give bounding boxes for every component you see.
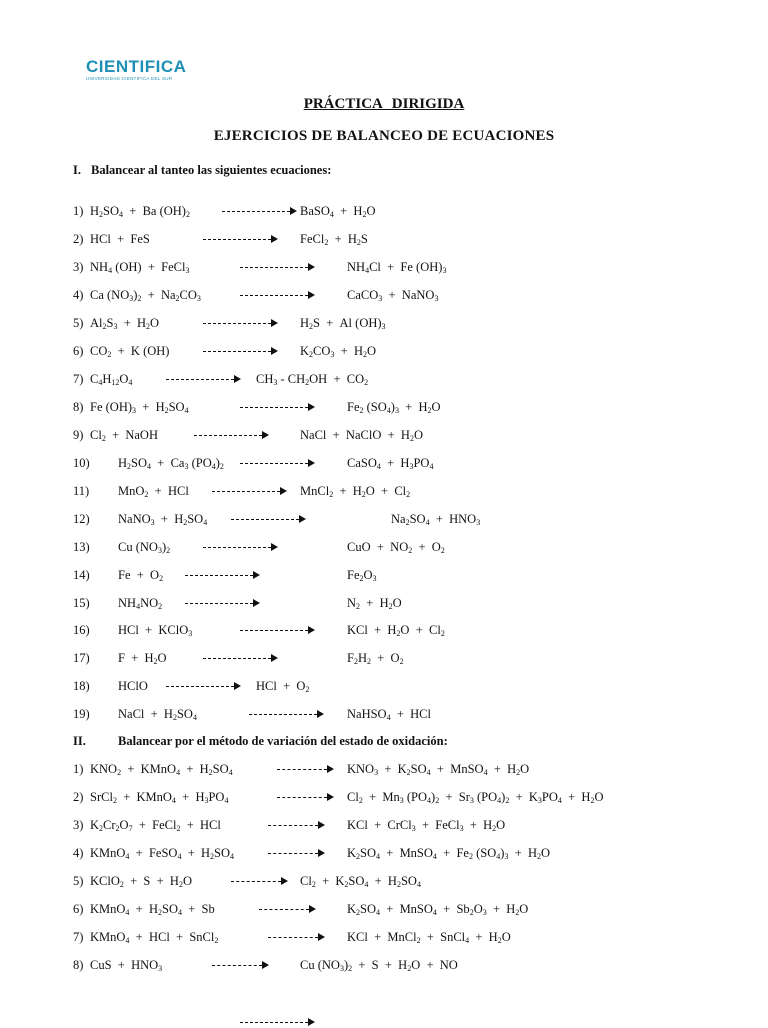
equation-reactants: HCl + FeS (90, 232, 150, 246)
equation-number: 10) (73, 456, 90, 470)
redox-equation-reactants: KMnO$_4$ + $H_2SO_4 + Sb$ (90, 902, 215, 917)
equation-products: $F_2H_2 + O_2$ (347, 651, 404, 666)
equation-number: 15) (73, 596, 90, 610)
equation-products: HCl + $O_2$ (256, 679, 310, 694)
equation-reactants: Ca $(NO_3)_2 + Na_2CO_3$ (90, 288, 201, 303)
equation-reactants: $C_4H_{12}O_4$ (90, 372, 133, 387)
equation-reactants: $F + H_2O$ (118, 651, 167, 666)
redox-equation-number: 8) (73, 958, 84, 972)
equation-products: CaCO$_3$ + NaNO$_3$ (347, 288, 439, 303)
equation-number: 1) (73, 204, 84, 218)
redox-equation-reactants: KMnO$_4$ + HCl + SnCl$_2$ (90, 930, 219, 945)
reaction-arrow (194, 431, 269, 441)
reaction-arrow (277, 765, 334, 775)
equation-number: 14) (73, 568, 90, 582)
reaction-arrow (203, 654, 278, 664)
equation-products: CaSO$_4$ + $H_3PO_4$ (347, 456, 434, 471)
reaction-arrow (249, 710, 324, 720)
page-subtitle: EJERCICIOS DE BALANCEO DE ECUACIONES (213, 128, 555, 144)
equation-number: 12) (73, 512, 90, 526)
redox-equation-number: 6) (73, 902, 84, 916)
page-title: PRÁCTICA DIRIGIDA (303, 96, 465, 112)
reaction-arrow (166, 682, 241, 692)
redox-equation-products: KCl + MnCl$_2$ + SnCl$_4$ + $H_2O$ (347, 930, 511, 945)
equation-number: 3) (73, 260, 84, 274)
equation-reactants: NaNO$_3$ + $H_2SO_4$ (118, 512, 208, 527)
equation-number: 8) (73, 400, 84, 414)
reaction-arrow (240, 403, 315, 413)
equation-number: 13) (73, 540, 90, 554)
section-2-heading (73, 734, 448, 749)
equation-number: 5) (73, 316, 84, 330)
reaction-arrow (268, 933, 325, 943)
logo-tagline: UNIVERSIDAD CIENTÍFICA DEL SUR (86, 76, 173, 81)
redox-equation-products: $KNO_3 + K_2SO_4$ + MnSO$_4$ + $H_2O$ (347, 762, 530, 777)
redox-equation-products: $Cl_2 + Mn_3$ $(PO_4)_2 + Sr_3$ $(PO_4)_2 + K_3PO_4 + H_2O$ (347, 790, 604, 805)
reaction-arrow (203, 347, 278, 357)
redox-equation-reactants: CuS + $HNO_3$ (90, 958, 163, 973)
reaction-arrow (231, 515, 306, 525)
equation-number: 17) (73, 651, 90, 665)
equation-products: $NH_4Cl + Fe$ $(OH)_3$ (347, 260, 447, 275)
equation-reactants: $H_2SO_4 + Ca_3$ $(PO_4)_2$ (118, 456, 224, 471)
reaction-arrow (268, 849, 325, 859)
redox-equation-products: $K_2SO_4$ + MnSO$_4$ + $Fe_2$ $(SO_4)_3 + H_2O$ (347, 846, 551, 861)
section-1-text: Balancear al tanteo las siguientes ecuaciones: (91, 163, 332, 177)
redox-equation-number: 4) (73, 846, 84, 860)
reaction-arrow (240, 291, 315, 301)
equation-reactants: Fe $(OH)_3 + H_2SO_4$ (90, 400, 189, 415)
redox-equation-products: Cu $(NO_3)_2 + S + H_2O$ + NO (300, 958, 458, 973)
equation-products: NaHSO$_4$ + HCl (347, 707, 431, 722)
reaction-arrow (231, 877, 288, 887)
reaction-arrow (240, 263, 315, 273)
section-1-heading (73, 163, 332, 178)
equation-products: NaCl + NaClO + $H_2O$ (300, 428, 423, 443)
reaction-arrow (203, 543, 278, 553)
equation-reactants: MnO$_2$ + HCl (118, 484, 189, 499)
equation-products: $Fe_2$ $(SO_4)_3 + H_2O$ (347, 400, 441, 415)
redox-equation-products: KCl + CrCl$_3$ + FeCl$_3$ + $H_2O$ (347, 818, 506, 833)
reaction-arrow (222, 207, 297, 217)
equation-reactants: Cu $(NO_3)_2$ (118, 540, 171, 555)
redox-equation-number: 5) (73, 874, 84, 888)
equation-number: 19) (73, 707, 90, 721)
equation-reactants: HClO (118, 679, 148, 693)
redox-equation-number: 2) (73, 790, 84, 804)
equation-products: $N_2 + H_2O$ (347, 596, 402, 611)
equation-number: 16) (73, 623, 90, 637)
reaction-arrow (212, 961, 269, 971)
equation-number: 4) (73, 288, 84, 302)
equation-products: $Na_2SO_4 + HNO_3$ (391, 512, 481, 527)
equation-products: $Fe_2O_3$ (347, 568, 377, 583)
reaction-arrow (240, 626, 315, 636)
redox-equation-number: 7) (73, 930, 84, 944)
equation-number: 7) (73, 372, 84, 386)
section-2-number: II. (73, 734, 86, 748)
equation-products: CuO + $NO_2 + O_2$ (347, 540, 445, 555)
redox-equation-number: 1) (73, 762, 84, 776)
section-1-number: I. (73, 163, 81, 177)
redox-equation-reactants: SrCl$_2$ + KMnO$_4$ + $H_3PO_4$ (90, 790, 229, 805)
equation-reactants: $NH_4$ (OH) + FeCl$_3$ (90, 260, 190, 275)
equation-reactants: $Cl_2$ + NaOH (90, 428, 158, 443)
redox-equation-number: 3) (73, 818, 84, 832)
reaction-arrow (203, 319, 278, 329)
equation-number: 6) (73, 344, 84, 358)
reaction-arrow (268, 821, 325, 831)
equation-products: $CH_3 - CH_2OH + CO_2$ (256, 372, 369, 387)
reaction-arrow (166, 375, 241, 385)
redox-equation-reactants: KMnO$_4$ + FeSO$_4$ + $H_2SO_4$ (90, 846, 235, 861)
equation-products: $K_2CO_3 + H_2O$ (300, 344, 377, 359)
logo-wordmark: CIENTIFICA (86, 57, 187, 76)
equation-reactants: $Al_2S_3 + H_2O$ (90, 316, 160, 331)
reaction-arrow (203, 235, 278, 245)
university-logo (86, 58, 186, 81)
equation-number: 9) (73, 428, 84, 442)
redox-equation-products: $K_2SO_4$ + MnSO$_4$ + $Sb_2O_3 + H_2O$ (347, 902, 529, 917)
trailing-arrow (240, 1018, 315, 1028)
equation-reactants: $CO_2 + K$ (OH) (90, 344, 170, 359)
reaction-arrow (277, 793, 334, 803)
reaction-arrow (185, 571, 260, 581)
equation-reactants: $NH_4NO_2$ (118, 596, 163, 611)
equation-reactants: HCl + KClO$_3$ (118, 623, 193, 638)
reaction-arrow (240, 459, 315, 469)
equation-reactants: NaCl + $H_2SO_4$ (118, 707, 197, 722)
equation-reactants: $Fe + O_2$ (118, 568, 164, 583)
redox-equation-products: $Cl_2 + K_2SO_4 + H_2SO_4$ (300, 874, 421, 889)
equation-products: BaSO$_4$ + $H_2O$ (300, 204, 376, 219)
equation-products: MnCl$_2$ + $H_2O + Cl_2$ (300, 484, 411, 499)
section-2-text: Balancear por el método de variación del estado de oxidación: (118, 734, 448, 748)
equation-reactants: $H_2SO_4 + Ba$ $(OH)_2$ (90, 204, 190, 219)
equation-products: $H_2S + Al$ $(OH)_3$ (300, 316, 386, 331)
reaction-arrow (185, 599, 260, 609)
redox-equation-reactants: $K_2Cr_2O_7$ + FeCl$_2$ + HCl (90, 818, 221, 833)
redox-equation-reactants: KClO$_2$ + $S + H_2O$ (90, 874, 192, 889)
equation-number: 18) (73, 679, 90, 693)
reaction-arrow (259, 905, 316, 915)
equation-products: KCl + $H_2O + Cl_2$ (347, 623, 445, 638)
equation-products: FeCl$_2$ + $H_2S$ (300, 232, 368, 247)
redox-equation-reactants: $KNO_2$ + KMnO$_4$ + $H_2SO_4$ (90, 762, 233, 777)
equation-number: 11) (73, 484, 90, 498)
equation-number: 2) (73, 232, 84, 246)
reaction-arrow (212, 487, 287, 497)
